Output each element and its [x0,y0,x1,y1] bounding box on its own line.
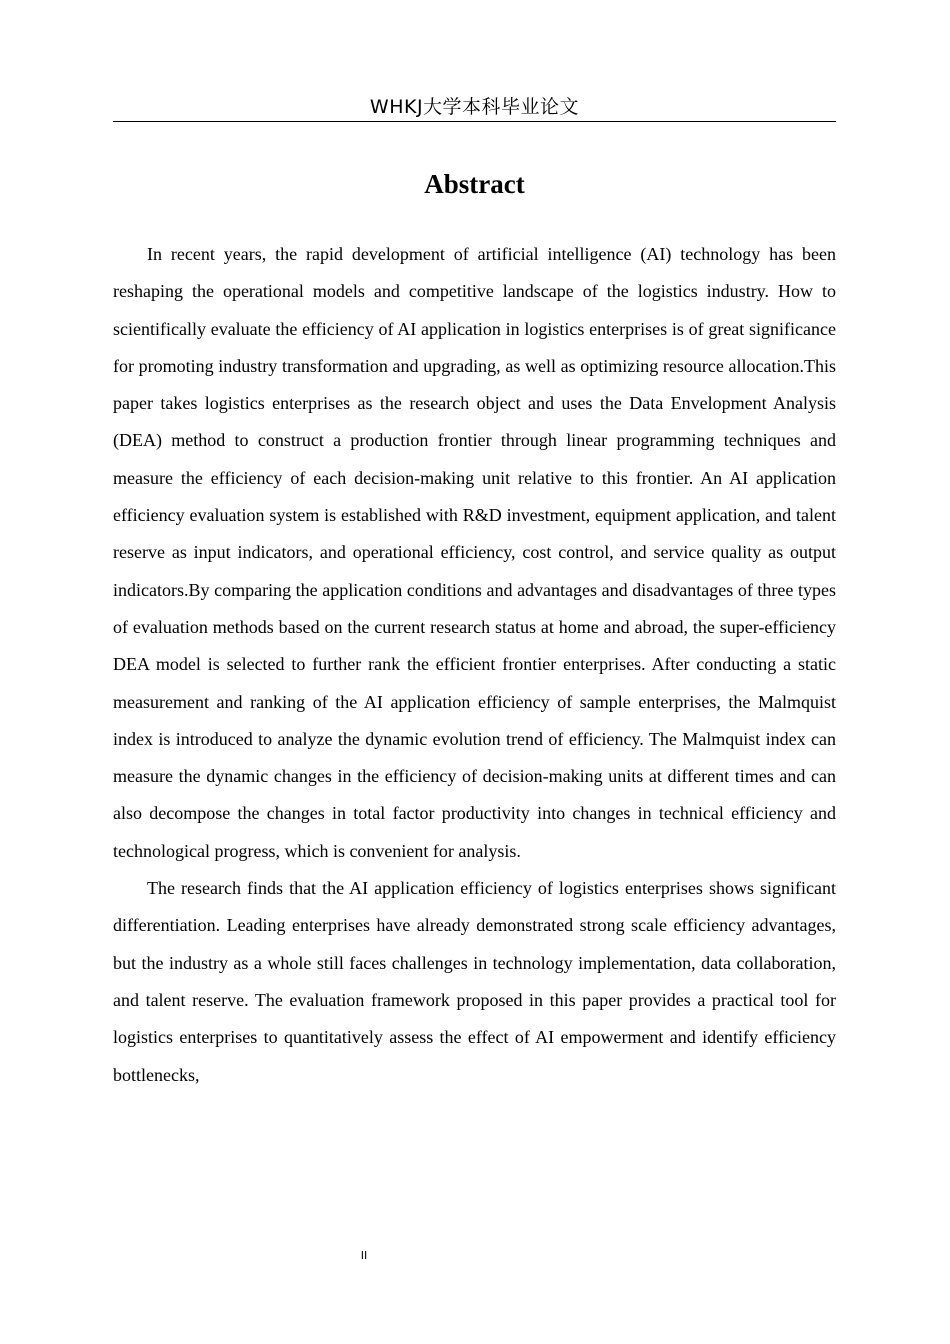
abstract-paragraph-1: In recent years, the rapid development of artificial intelligence (AI) technology has been reshaping the operational models and competitive landscape of the logistics industry. How to scientifically evaluate the efficiency of AI application in logistics enterprises is of great significance for promoting industry transformation and upgrading, as well as optimizing resource allocation.This paper takes logistics enterprises as the research object and uses the Data Envelopment Analysis (DEA) method to construct a production frontier through linear programming techniques and measure the efficiency of each decision-making unit relative to this frontier. An AI application efficiency evaluation system is established with R&D investment, equipment application, and talent reserve as input indicators, and operational efficiency, cost control, and service quality as output indicators.By comparing the application conditions and advantages and disadvantages of three types of evaluation methods based on the current research status at home and abroad, the super-efficiency DEA model is selected to further rank the efficient frontier enterprises. After conducting a static measurement and ranking of the AI application efficiency of sample enterprises, the Malmquist index is introduced to analyze the dynamic evolution trend of efficiency. The Malmquist index can measure the dynamic changes in the efficiency of decision-making units at different times and can also decompose the changes in total factor productivity into changes in technical efficiency and technological progress, which is convenient for analysis. [113,244,836,861]
page-number: II [360,1249,368,1262]
abstract-title: Abstract [424,169,525,199]
abstract-paragraph-2: The research finds that the AI application efficiency of logistics enterprises shows significant differentiation. Leading enterprises have already demonstrated strong scale efficiency advantages, but the industry as a whole still faces challenges in technology implementation, data collaboration, and talent reserve. The evaluation framework proposed in this paper provides a practical tool for logistics enterprises to quantitatively assess the effect of AI empowerment and identify efficiency bottlenecks, [113,878,836,1085]
abstract-body [113,236,836,1094]
running-header: WHKJ大学本科毕业论文 [113,94,836,122]
